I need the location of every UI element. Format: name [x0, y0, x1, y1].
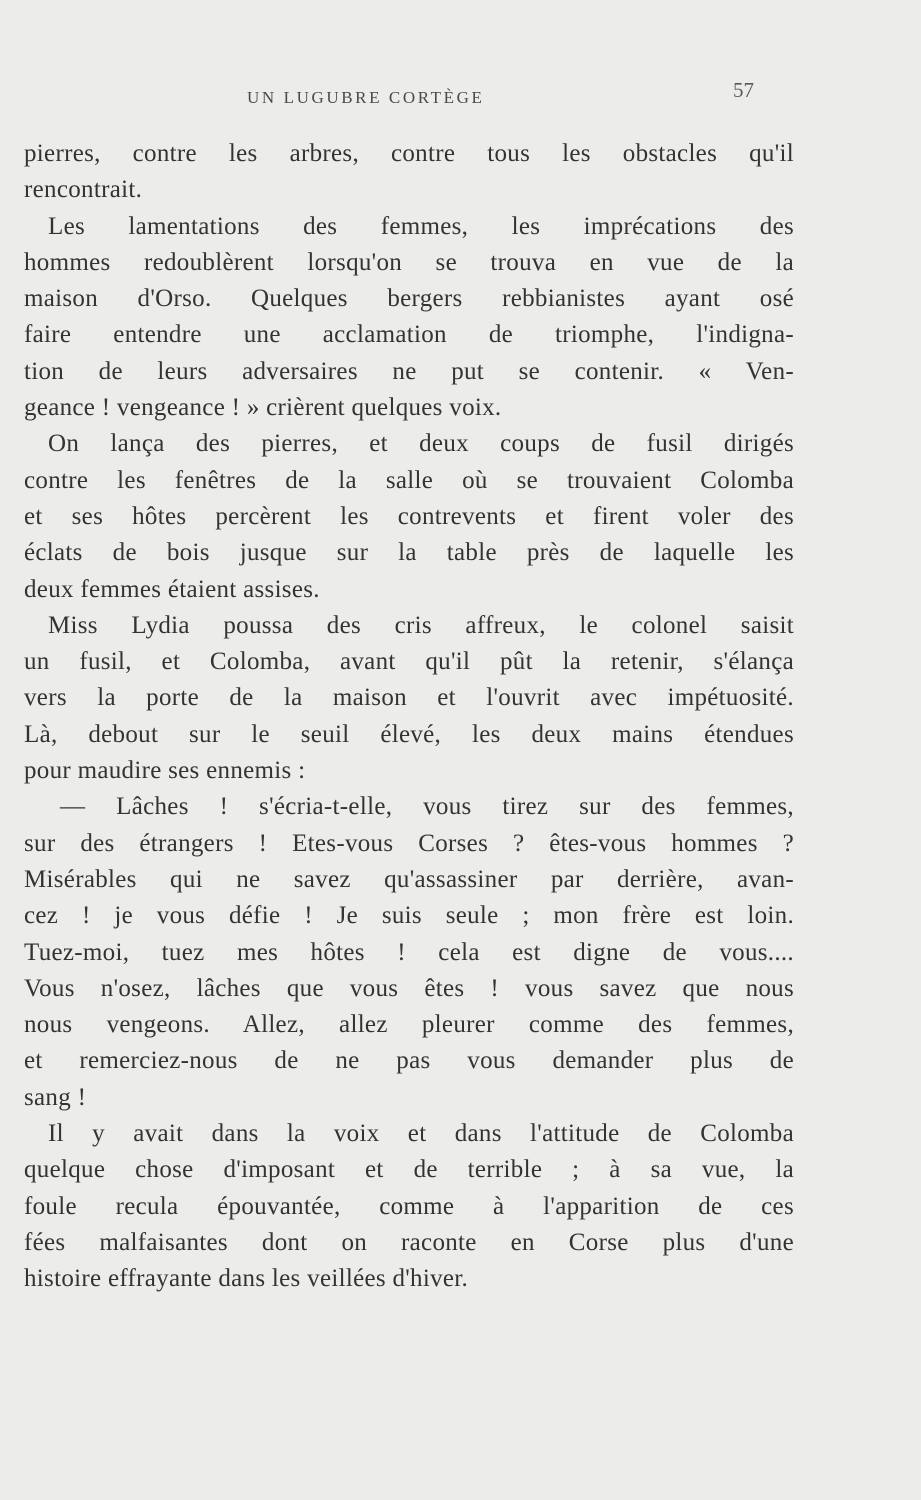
text-line: foule recula épouvantée, comme à l'apparition de ces	[24, 1192, 794, 1220]
text-line: tion de leurs adversaires ne put se contenir. « Ven-	[24, 357, 794, 385]
text-line: maison d'Orso. Quelques bergers rebbianistes ayant osé	[24, 285, 794, 313]
paragraph-first-line: Les lamentations des femmes, les imprécations des	[48, 212, 794, 240]
body-text	[24, 136, 794, 1298]
page-header	[0, 78, 921, 118]
text-line: Misérables qui ne savez qu'assassiner par derrière, avan-	[24, 865, 794, 893]
text-line: contre les fenêtres de la salle où se trouvaient Colomba	[24, 466, 794, 494]
text-line: Vous n'osez, lâches que vous êtes ! vous savez que nous	[24, 974, 794, 1002]
paragraph-first-line: Miss Lydia poussa des cris affreux, le colonel saisit	[48, 611, 794, 639]
text-line: éclats de bois jusque sur la table près de laquelle les	[24, 539, 794, 567]
text-line: et ses hôtes percèrent les contrevents et firent voler des	[24, 502, 794, 530]
text-line: pierres, contre les arbres, contre tous les obstacles qu'il	[24, 140, 794, 167]
text-line: geance ! vengeance ! » crièrent quelques voix.	[24, 394, 502, 422]
text-line: deux femmes étaient assises.	[24, 575, 320, 603]
paragraph-first-line: Il y avait dans la voix et dans l'attitude de Colomba	[48, 1120, 794, 1148]
text-line: cez ! je vous défie ! Je suis seule ; mon frère est loin.	[24, 902, 794, 930]
text-line: nous vengeons. Allez, allez pleurer comme des femmes,	[24, 1011, 794, 1039]
text-line: Tuez-moi, tuez mes hôtes ! cela est digne de vous....	[24, 938, 794, 966]
text-line: fées malfaisantes dont on raconte en Corse plus d'une	[24, 1228, 794, 1256]
text-line: rencontrait.	[24, 176, 143, 204]
text-line: et remerciez-nous de ne pas vous demander plus de	[24, 1047, 794, 1075]
text-line: Là, debout sur le seuil élevé, les deux mains étendues	[24, 720, 794, 748]
paragraph-first-line: — Lâches ! s'écria-t-elle, vous tirez sur des femmes,	[60, 793, 794, 821]
text-line: hommes redoublèrent lorsqu'on se trouva en vue de la	[24, 248, 794, 276]
text-line: quelque chose d'imposant et de terrible ; à sa vue, la	[24, 1156, 794, 1184]
paragraph-first-line: On lança des pierres, et deux coups de fusil dirigés	[48, 430, 794, 458]
text-line: pour maudire ses ennemis :	[24, 757, 306, 785]
running-title: UN LUGUBRE CORTÈGE	[247, 88, 485, 107]
text-line: un fusil, et Colomba, avant qu'il pût la retenir, s'élança	[24, 648, 794, 676]
text-line: vers la porte de la maison et l'ouvrit avec impétuosité.	[24, 684, 794, 712]
text-line: faire entendre une acclamation de triomphe, l'indigna-	[24, 321, 794, 349]
text-line: sang !	[24, 1083, 87, 1111]
text-line: histoire effrayante dans les veillées d'hiver.	[24, 1265, 469, 1293]
page-number: 57	[733, 78, 754, 102]
text-line: sur des étrangers ! Etes-vous Corses ? êtes-vous hommes ?	[24, 829, 794, 857]
